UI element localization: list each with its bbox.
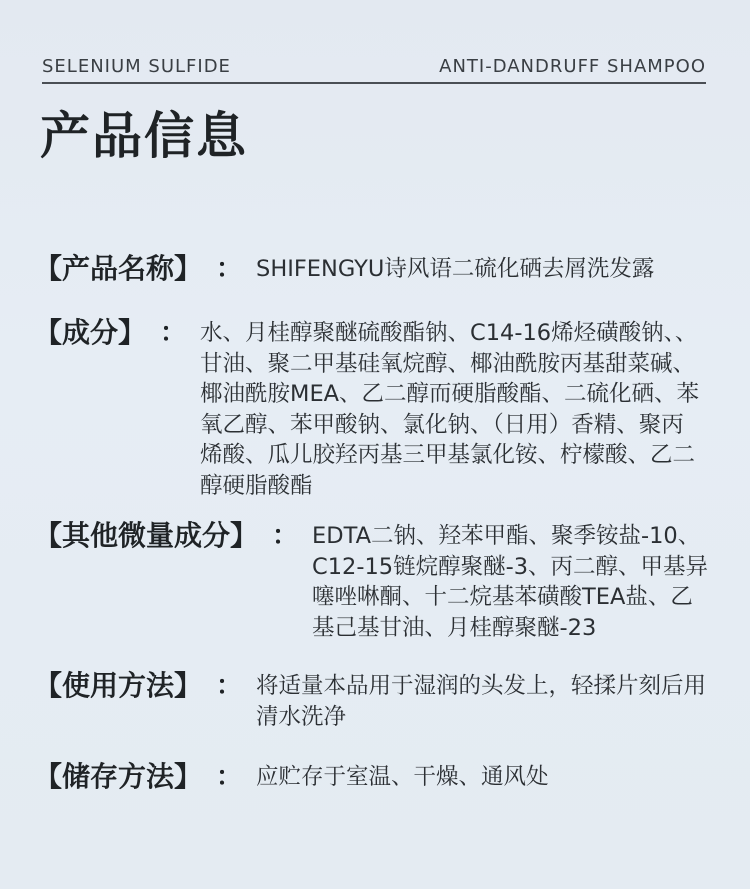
info-value: 应贮存于室温、干燥、通风处 [256, 764, 549, 790]
info-colon: ： [216, 762, 243, 792]
info-value: EDTA二钠、羟苯甲酯、聚季铵盐-10、C12-15链烷醇聚醚-3、丙二醇、甲基异噻唑啉酮、十二烷基苯磺酸TEA盐、乙基己基甘油、月桂醇聚醚-23 [312, 523, 709, 641]
info-colon: ： [272, 521, 299, 551]
info-label: 【成分】 [34, 316, 147, 349]
info-colon: ： [216, 671, 243, 701]
info-colon: ： [160, 318, 187, 348]
info-value: 水、月桂醇聚醚硫酸酯钠、C14-16烯烃磺酸钠、、甘油、聚二甲基硅氧烷醇、椰油酰胺丙基甜菜碱、椰油酰胺MEA、乙二醇而硬脂酸酯、二硫化硒、苯氧乙醇、苯甲酸钠、氯化钠、（日用）香精、聚丙烯酸、瓜儿胶羟丙基三甲基氯化铵、柠檬酸、乙二醇硬脂酸酯 [200, 320, 700, 499]
info-row-ingredients [34, 312, 714, 501]
product-info-list [34, 248, 714, 798]
page-title: 产品信息 [40, 107, 248, 165]
header-left-text: SELENIUM SULFIDE [42, 56, 231, 77]
info-value: 将适量本品用于湿润的头发上，轻揉片刻后用清水洗净 [256, 673, 707, 730]
info-label: 【储存方法】 [34, 760, 203, 793]
info-row-storage [34, 756, 714, 798]
info-value: SHIFENGYU诗风语二硫化硒去屑洗发露 [256, 256, 655, 282]
header-divider [42, 82, 706, 84]
info-label: 【使用方法】 [34, 669, 203, 702]
info-row-usage [34, 665, 714, 732]
info-colon: ： [216, 254, 243, 284]
info-row-product-name [34, 248, 714, 290]
header-right-text: ANTI-DANDRUFF SHAMPOO [439, 56, 706, 77]
info-label: 【产品名称】 [34, 252, 203, 285]
info-label: 【其他微量成分】 [34, 519, 259, 552]
header [42, 56, 706, 77]
info-row-trace-ingredients [34, 515, 714, 643]
